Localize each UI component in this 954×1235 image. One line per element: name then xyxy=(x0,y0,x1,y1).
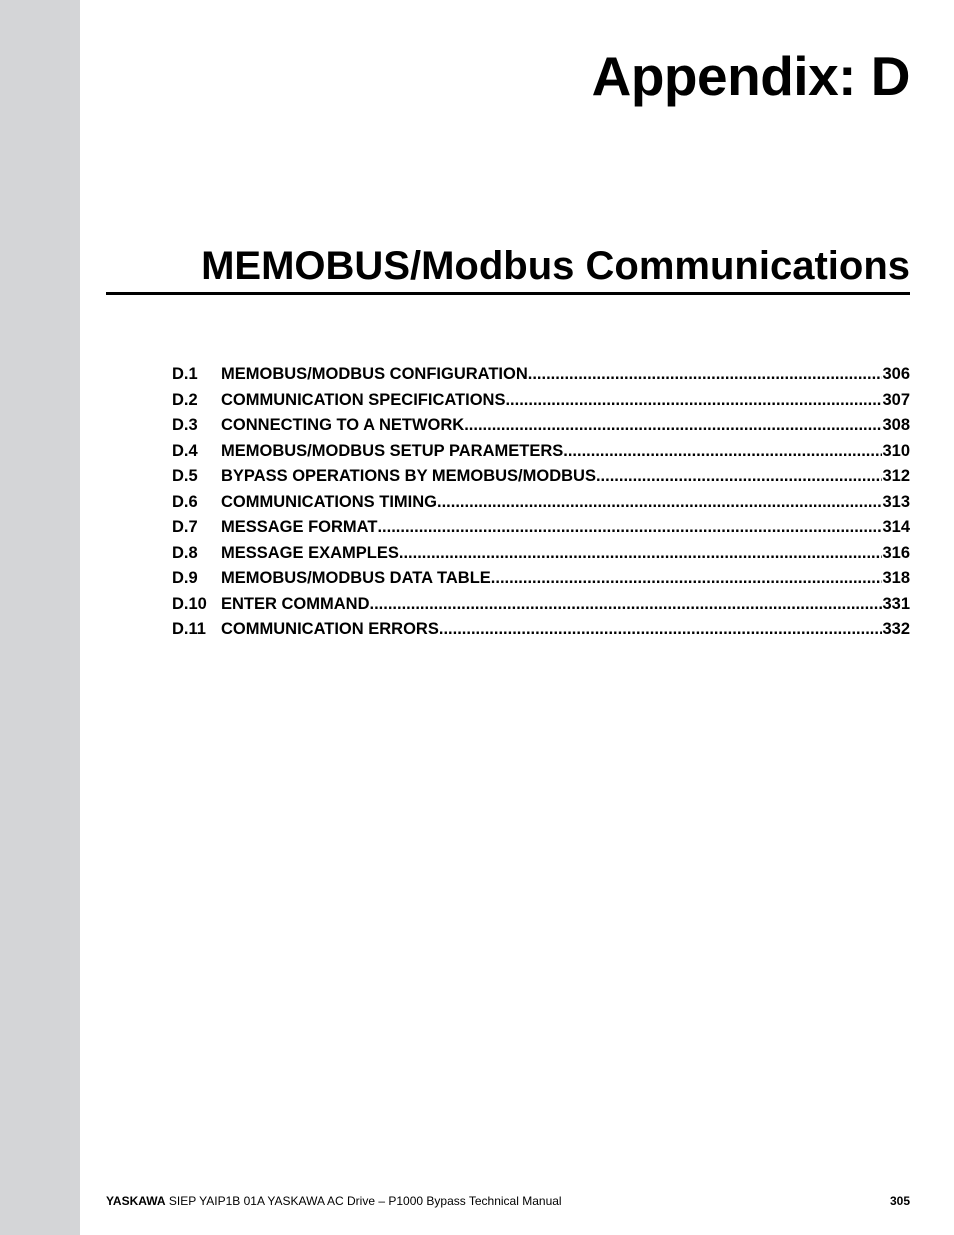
toc-page-number: 332 xyxy=(882,620,910,638)
toc-entry-d6[interactable] xyxy=(172,493,910,519)
page-footer xyxy=(106,1194,910,1208)
toc-section-title: MEMOBUS/MODBUS DATA TABLE xyxy=(221,569,491,587)
footer-manual-title xyxy=(106,1194,562,1208)
toc-page-number: 306 xyxy=(882,365,910,383)
toc-leader-dots xyxy=(505,391,882,410)
toc-entry-d11[interactable] xyxy=(172,620,910,646)
chapter-title: MEMOBUS/Modbus Communications xyxy=(201,244,910,288)
toc-section-title: MEMOBUS/MODBUS SETUP PARAMETERS xyxy=(221,441,564,460)
toc-entry-d2[interactable] xyxy=(172,391,910,417)
toc-section-title: MESSAGE FORMAT xyxy=(221,518,378,536)
toc-section-number: D.2 xyxy=(172,390,198,409)
toc-entry-d5[interactable] xyxy=(172,467,910,493)
toc-leader-dots xyxy=(596,467,883,486)
toc-entry-d9[interactable] xyxy=(172,569,910,595)
toc-section-number: D.3 xyxy=(172,416,198,434)
toc-section-number: D.10 xyxy=(172,594,207,613)
toc-section-title: MEMOBUS/MODBUS CONFIGURATION xyxy=(221,365,528,383)
toc-section-title: MESSAGE EXAMPLES xyxy=(221,543,399,562)
toc-leader-dots xyxy=(370,595,883,614)
toc-section-title: BYPASS OPERATIONS BY MEMOBUS/MODBUS xyxy=(221,467,596,485)
toc-page-number: 307 xyxy=(882,390,910,409)
page-margin-band xyxy=(0,0,80,1235)
toc-section-number: D.5 xyxy=(172,467,198,485)
toc-section-number: D.4 xyxy=(172,441,198,460)
toc-section-number: D.6 xyxy=(172,492,198,511)
toc-leader-dots xyxy=(437,493,882,512)
toc-leader-dots xyxy=(491,569,883,588)
toc-entry-d3[interactable] xyxy=(172,416,910,442)
toc-page-number: 316 xyxy=(882,543,910,562)
toc-section-number: D.7 xyxy=(172,518,198,536)
toc-entry-d7[interactable] xyxy=(172,518,910,544)
toc-section-title: COMMUNICATION SPECIFICATIONS xyxy=(221,390,506,409)
toc-leader-dots xyxy=(439,620,883,639)
toc-section-number: D.1 xyxy=(172,365,198,383)
toc-page-number: 313 xyxy=(882,492,910,511)
toc-leader-dots xyxy=(563,442,882,461)
appendix-title: Appendix: D xyxy=(591,45,910,107)
toc-section-number: D.9 xyxy=(172,569,198,587)
toc-entry-d8[interactable] xyxy=(172,544,910,570)
toc-page-number: 318 xyxy=(882,569,910,587)
toc-leader-dots xyxy=(464,416,882,435)
toc-page-number: 308 xyxy=(882,416,910,434)
toc-section-number: D.11 xyxy=(172,620,206,638)
table-of-contents xyxy=(172,365,910,646)
toc-section-title: CONNECTING TO A NETWORK xyxy=(221,416,465,434)
toc-section-title: COMMUNICATIONS TIMING xyxy=(221,492,438,511)
toc-section-title: COMMUNICATION ERRORS xyxy=(221,620,439,638)
footer-page-number: 305 xyxy=(889,1194,910,1208)
toc-page-number: 314 xyxy=(882,518,910,536)
toc-entry-d10[interactable] xyxy=(172,595,910,621)
toc-entry-d4[interactable] xyxy=(172,442,910,468)
toc-page-number: 310 xyxy=(882,441,910,460)
toc-section-number: D.8 xyxy=(172,543,198,562)
toc-leader-dots xyxy=(399,544,883,563)
toc-page-number: 312 xyxy=(882,467,910,485)
toc-entry-d1[interactable] xyxy=(172,365,910,391)
toc-section-title: ENTER COMMAND xyxy=(221,594,370,613)
toc-leader-dots xyxy=(377,518,882,537)
footer-manual-name: SIEP YAIP1B 01A YASKAWA AC Drive – P1000 Bypass Technical Manual xyxy=(165,1194,562,1208)
title-divider xyxy=(106,292,910,295)
toc-page-number: 331 xyxy=(882,594,910,613)
toc-leader-dots xyxy=(528,365,883,384)
footer-brand: YASKAWA xyxy=(106,1194,166,1208)
